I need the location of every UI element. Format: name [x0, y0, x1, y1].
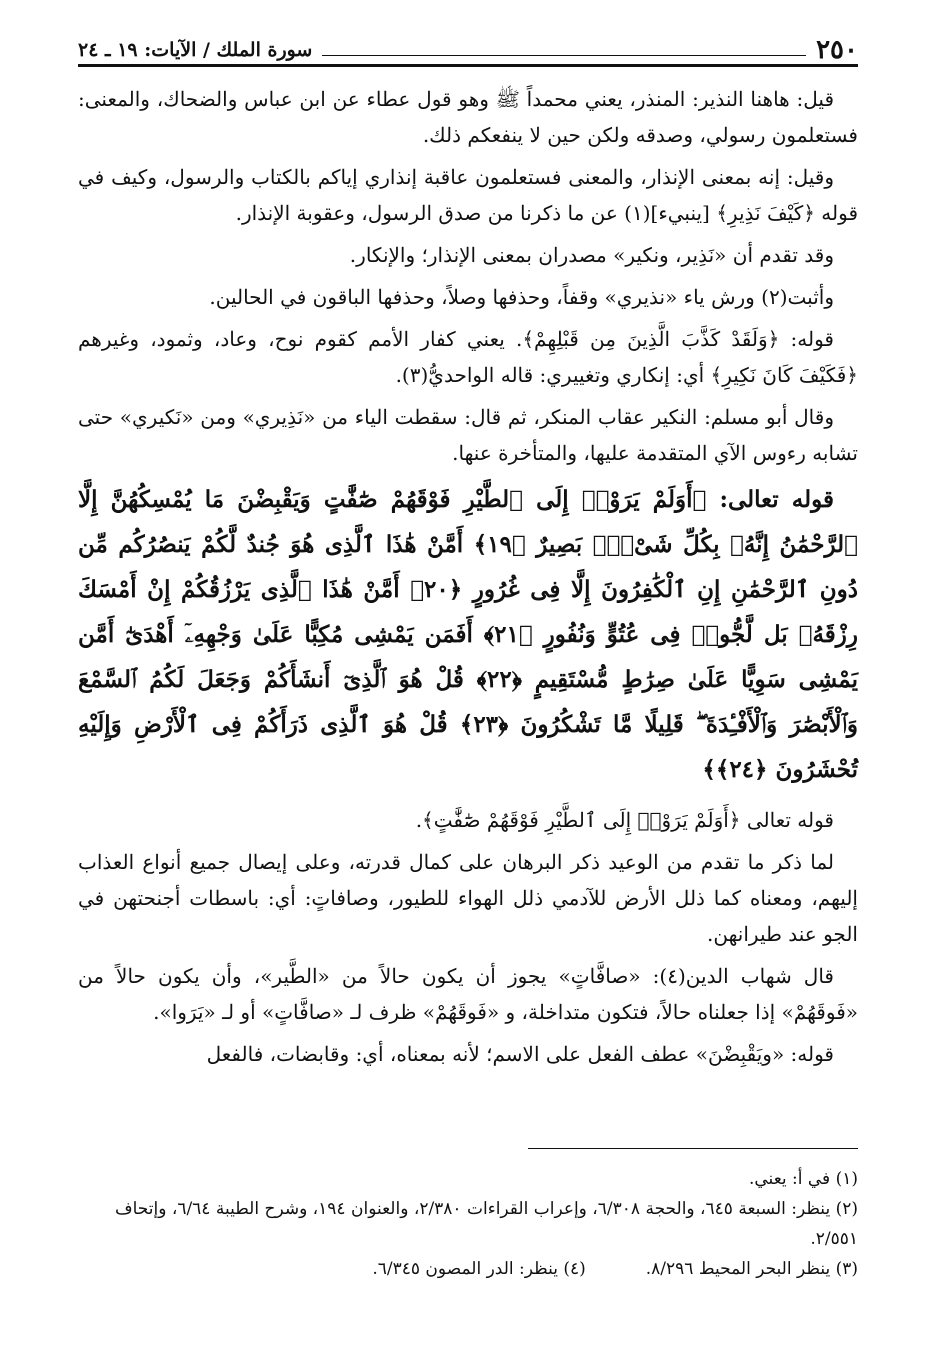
footnote: (٢) ينظر: السبعة ٦٤٥، والحجة ٦/٣٠٨، وإعراب القراءات ٢/٣٨٠، والعنوان ١٩٤، وشرح الطيبة ٦/٦٤، وإتحاف ٢/٥٥١.: [114, 1199, 858, 1249]
footnote-list: [78, 1164, 858, 1284]
paragraph: لما ذكر ما تقدم من الوعيد ذكر البرهان على كمال قدرته، وعلى إيصال جميع أنواع العذاب إليهم، ومعناه كما ذلل الأرض للآدمي ذلل الهواء للطيور، وصافاتٍ: أي: باسطات أجنحتهن في الجو عند طيرانهن.: [78, 850, 858, 946]
paragraph: قوله: ﴿وَلَقَدْ كَذَّبَ الَّذِينَ مِن قَبْلِهِمْ﴾. يعني كفار الأمم كقوم نوح، وعاد، وثمود، وغيرهم ﴿فَكَيْفَ كَانَ نَكِيرِ﴾ أي: إنكاري وتغييري: قاله الواحديُّ(٣).: [78, 327, 858, 387]
running-header: [78, 28, 858, 67]
footnote-separator: [528, 1148, 858, 1149]
quran-verse-block: قوله تعالى: ﴿أَوَلَمْ يَرَوْا۟ إِلَى ٱلطَّيْرِ فَوْقَهُمْ صَٰٓفَّٰتٍ وَيَقْبِضْنَ مَا يُمْسِكُهُنَّ إِلَّا ٱلرَّحْمَٰنُ إِنَّهُۥ بِكُلِّ شَىْءٍۭ بَصِيرٌ ﴿١٩﴾ أَمَّنْ هَٰذَا ٱلَّذِى هُوَ جُندٌ لَّكُمْ يَنصُرُكُم مِّن دُونِ ٱلرَّحْمَٰنِ إِنِ ٱلْكَٰفِرُونَ إِلَّا فِى غُرُورٍ ﴿٢٠﴾ أَمَّنْ هَٰذَا ٱلَّذِى يَرْزُقُكُمْ إِنْ أَمْسَكَ رِزْقَهُۥ بَل لَّجُّوا۟ فِى عُتُوٍّ وَنُفُورٍ ﴿٢١﴾ أَفَمَن يَمْشِى مُكِبًّا عَلَىٰ وَجْهِهِۦٓ أَهْدَىٰٓ أَمَّن يَمْشِى سَوِيًّا عَلَىٰ صِرَٰطٍ مُّسْتَقِيمٍ ﴿٢٢﴾ قُلْ هُوَ ٱلَّذِىٓ أَنشَأَكُمْ وَجَعَلَ لَكُمُ ٱلسَّمْعَ وَٱلْأَبْصَٰرَ وَٱلْأَفْـِٔدَةَ ۖ قَلِيلًا مَّا تَشْكُرُونَ ﴿٢٣﴾ قُلْ هُوَ ٱلَّذِى ذَرَأَكُمْ فِى ٱلْأَرْضِ وَإِلَيْهِ تُحْشَرُونَ ﴿٢٤﴾﴾: [78, 486, 858, 783]
header-rule: [322, 55, 806, 56]
footnote: (٣) ينظر البحر المحيط ٨/٢٩٦.: [645, 1259, 858, 1279]
paragraph: قوله تعالى ﴿أَوَلَمْ يَرَوْا۟ إِلَى ٱلطَّيْرِ فَوْقَهُمْ صَٰٓفَّٰتٍ﴾.: [415, 808, 834, 832]
paragraph: وأثبت(٢) ورش ياء «نذيري» وقفاً، وحذفها وصلاً، وحذفها الباقون في الحالين.: [209, 285, 834, 309]
paragraph: وقيل: إنه بمعنى الإنذار، والمعنى فستعلمون عاقبة إنذاري إياكم بالكتاب والرسول، وكيف في قوله ﴿كَيْفَ نَذِيرِ﴾ [ينبيء](١) عن ما ذكرنا من صدق الرسول، وعقوبة الإنذار.: [78, 165, 858, 225]
footnote-row: [78, 1254, 858, 1284]
paragraph: وقد تقدم أن «نَذِير، ونكير» مصدران بمعنى الإنذار؛ والإنكار.: [349, 243, 834, 267]
page: [78, 28, 858, 1078]
paragraph: قال شهاب الدين(٤): «صافَّاتٍ» يجوز أن يكون حالاً من «الطَّير»، وأن يكون حالاً من «فَوقَهُمْ» إذا جعلناه حالاً، فتكون متداخلة، و «فَوقَهُمْ» ظرف لـ «صافَّاتٍ» أو لـ «يَرَوا».: [78, 964, 858, 1024]
footnote: (١) في أ: يعني.: [748, 1169, 858, 1189]
header-title: سورة الملك / الآيات: ١٩ ـ ٢٤: [78, 39, 313, 61]
paragraph: قيل: هاهنا النذير: المنذر، يعني محمداً ﷺ وهو قول عطاء عن ابن عباس والضحاك، والمعنى: فستعلمون رسولي، وصدقه ولكن حين لا ينفعكم ذلك.: [78, 87, 858, 147]
footnote: (٤) ينظر: الدر المصون ٦/٣٤٥.: [372, 1259, 586, 1279]
main-text: [78, 81, 858, 1072]
paragraph: قوله: «ويَقْبِضْنَ» عطف الفعل على الاسم؛ لأنه بمعناه، أي: وقابضات، فالفعل: [206, 1042, 834, 1066]
page-number: ٢٥٠: [816, 35, 858, 65]
paragraph: وقال أبو مسلم: النكير عقاب المنكر، ثم قال: سقطت الياء من «نَذِيري» ومن «نَكيري» حتى تشابه رءوس الآي المتقدمة عليها، والمتأخرة عنها.: [78, 405, 858, 465]
